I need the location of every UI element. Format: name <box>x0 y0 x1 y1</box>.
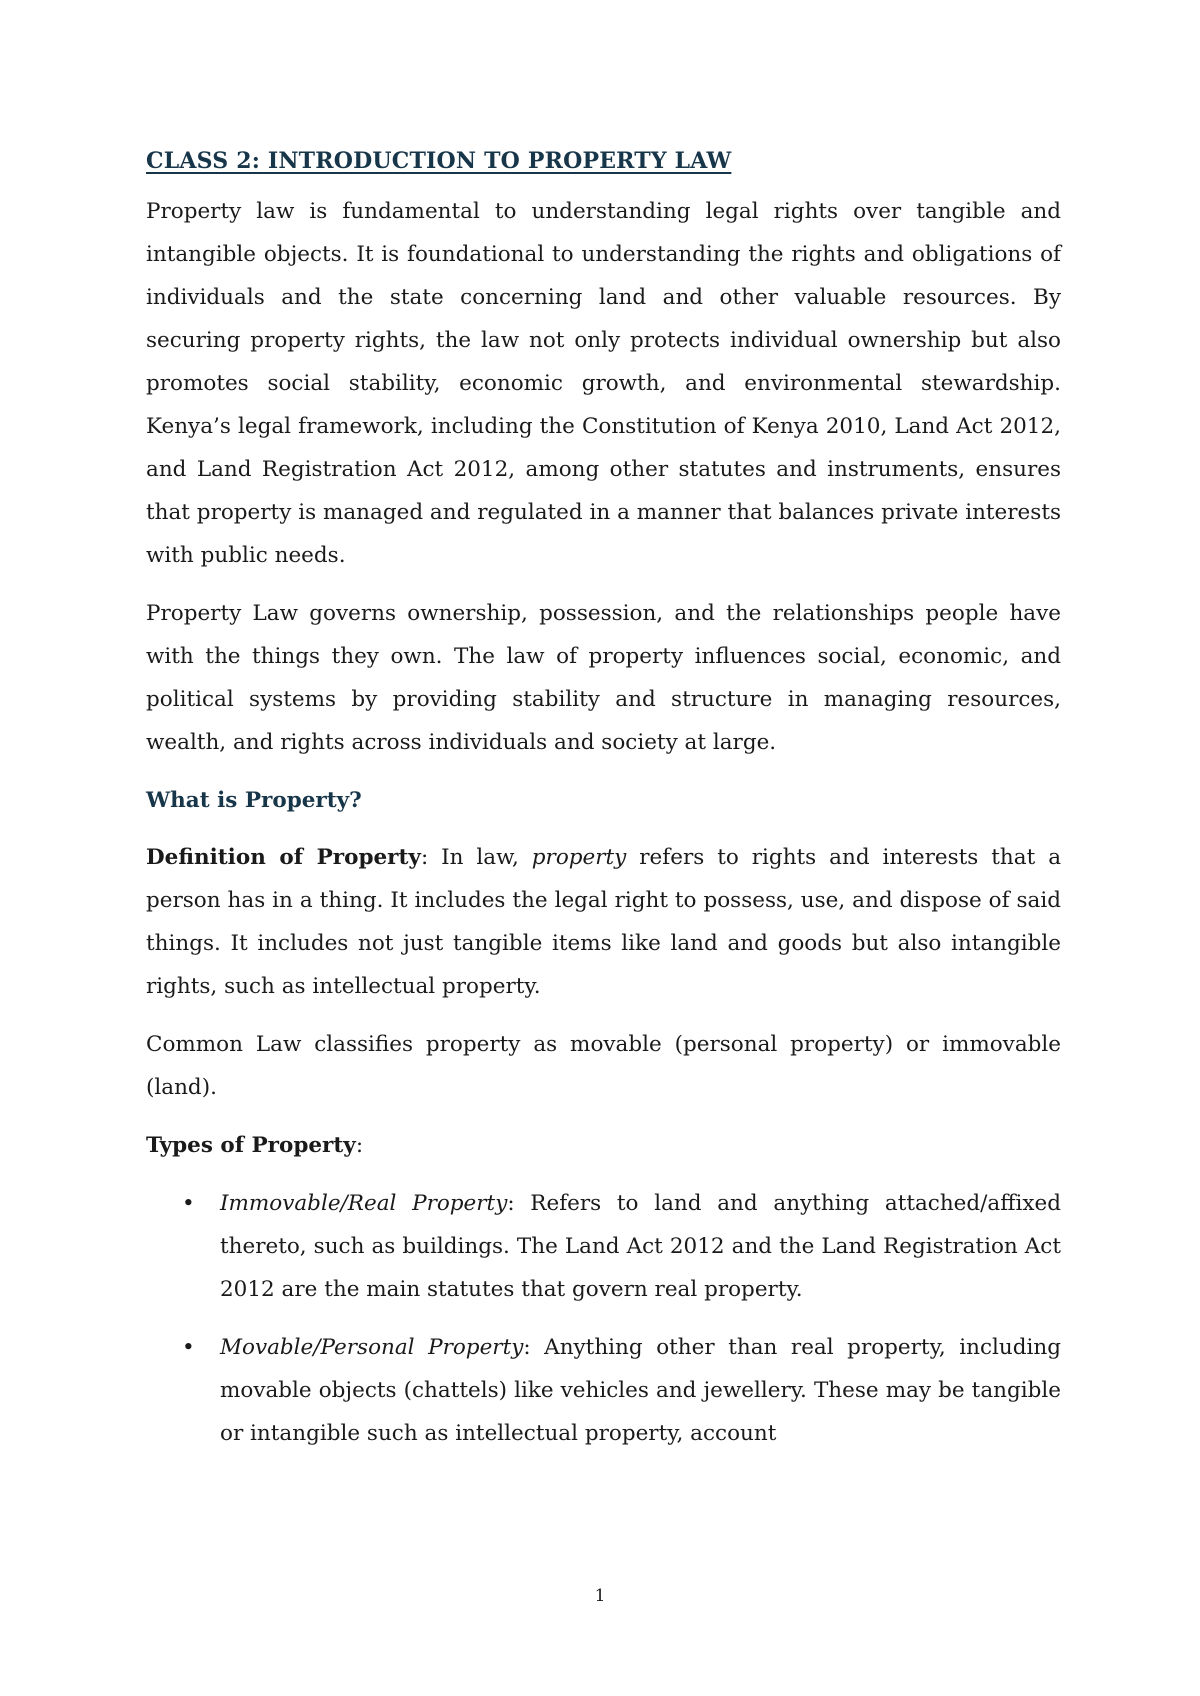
bullet-icon: • <box>182 1191 195 1216</box>
type-text: : Anything other than real property, including movable objects (chattels) like vehicles and jewellery. These may be tangible or intangible such as intellectual property, account <box>220 1335 1061 1446</box>
types-heading-label: Types of Property <box>146 1133 356 1158</box>
type-term: Movable/Personal Property <box>220 1335 524 1360</box>
document-title: CLASS 2: INTRODUCTION TO PROPERTY LAW <box>146 148 732 174</box>
definition-label: Definition of Property <box>146 845 421 870</box>
document-page <box>146 146 1061 1470</box>
what-is-property-heading: What is Property? <box>146 788 362 813</box>
page-number: 1 <box>594 1586 606 1606</box>
common-law-paragraph: Common Law classifies property as movable (personal property) or immovable (land). <box>146 1032 1061 1100</box>
property-law-paragraph: Property Law governs ownership, possession, and the relationships people have with the things they own. The law of property influences social, economic, and political systems by providing stability and structure in managing resources, wealth, and rights across individuals and society at large. <box>146 601 1061 755</box>
list-item <box>146 1326 1061 1455</box>
types-list <box>146 1182 1061 1455</box>
type-text: : Refers to land and anything attached/affixed thereto, such as buildings. The Land Act 2012 and the Land Registration Act 2012 are the main statutes that govern real property. <box>220 1191 1061 1302</box>
intro-paragraph: Property law is fundamental to understanding legal rights over tangible and intangible objects. It is foundational to understanding the rights and obligations of individuals and the state concerning land and other valuable resources. By securing property rights, the law not only protects individual ownership but also promotes social stability, economic growth, and environmental stewardship. Kenya’s legal framework, including the Constitution of Kenya 2010, Land Act 2012, and Land Registration Act 2012, among other statutes and instruments, ensures that property is managed and regulated in a manner that balances private interests with public needs. <box>146 199 1061 568</box>
types-of-property-heading <box>146 1124 1061 1167</box>
definition-paragraph <box>146 836 1061 1008</box>
definition-term: property <box>531 845 627 870</box>
list-item <box>146 1182 1061 1311</box>
definition-intro: : In law, <box>420 845 532 870</box>
types-heading-suffix: : <box>355 1133 364 1158</box>
definition-text: refers to rights and interests that a person has in a thing. It includes the legal right to possess, use, and dispose of said things. It includes not just tangible items like land and goods but also intangible rights, such as intellectual property. <box>146 845 1062 999</box>
type-term: Immovable/Real Property <box>220 1191 508 1216</box>
bullet-icon: • <box>182 1335 195 1360</box>
